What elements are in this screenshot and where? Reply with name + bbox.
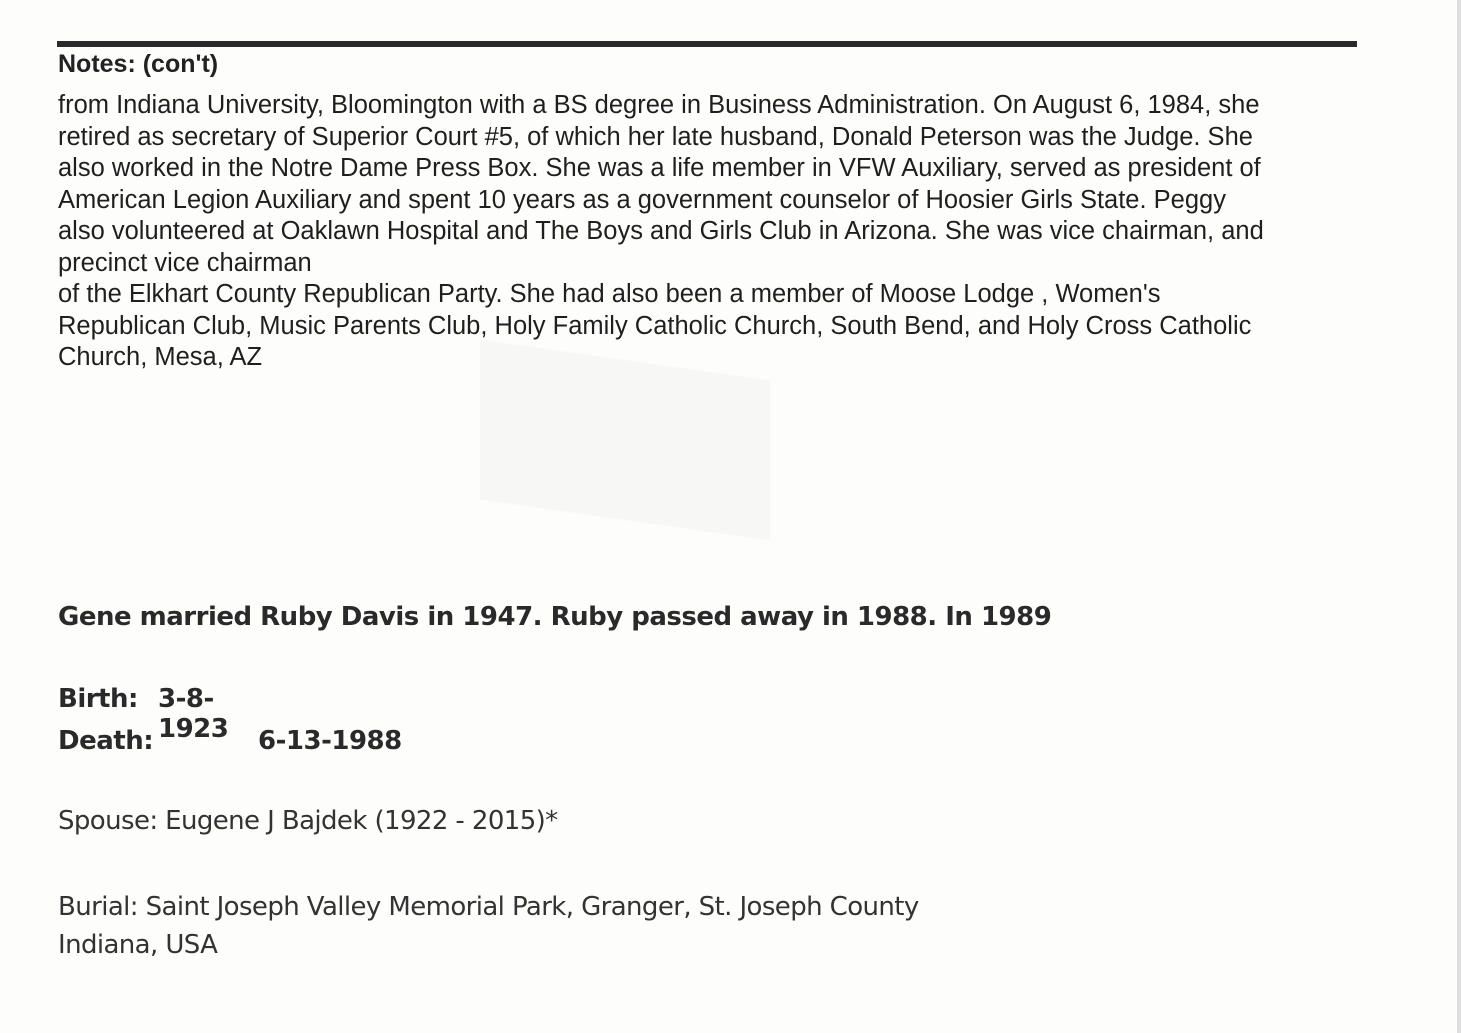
burial-line-2: Indiana, USA	[58, 930, 218, 960]
notes-line: precinct vice chairman	[58, 248, 312, 277]
notes-heading: Notes: (con't)	[58, 50, 219, 78]
birth-label: Birth:	[58, 684, 138, 714]
spouse-text: Spouse: Eugene J Bajdek (1922 - 2015)*	[58, 806, 558, 836]
burial-block	[58, 888, 919, 964]
notes-body	[58, 90, 1368, 374]
notes-line: retired as secretary of Superior Court #5, of which her late husband, Donald Peterson was the Judge. She	[58, 122, 1253, 151]
notes-line: from Indiana University, Bloomington with a BS degree in Business Administration. On August 6, 1984, she	[58, 91, 1260, 119]
burial-line-1: Burial: Saint Joseph Valley Memorial Park, Granger, St. Joseph County	[58, 892, 919, 922]
notes-line: American Legion Auxiliary and spent 10 years as a government counselor of Hoosier Girls State. Peggy	[58, 185, 1226, 214]
header-rule	[57, 41, 1357, 47]
notes-line: also volunteered at Oaklawn Hospital and The Boys and Girls Club in Arizona. She was vice chairman, and	[58, 217, 1264, 245]
death-value: 6-13-1988	[258, 726, 402, 756]
birth-value: 3-8-1923	[158, 684, 229, 744]
notes-line: of the Elkhart County Republican Party. She had also been a member of Moose Lodge , Women's	[58, 280, 1161, 308]
page-edge-shadow	[1457, 0, 1461, 1033]
notes-line: Church, Mesa, AZ	[58, 343, 263, 371]
notes-line: Republican Club, Music Parents Club, Holy Family Catholic Church, South Bend, and Holy Cross Catholic	[58, 311, 1252, 340]
marriage-text: Gene married Ruby Davis in 1947. Ruby passed away in 1988. In 1989	[58, 602, 1052, 632]
notes-line: also worked in the Notre Dame Press Box. She was a life member in VFW Auxiliary, served as president of	[58, 154, 1261, 182]
death-field	[58, 726, 402, 756]
death-label: Death:	[58, 726, 154, 756]
